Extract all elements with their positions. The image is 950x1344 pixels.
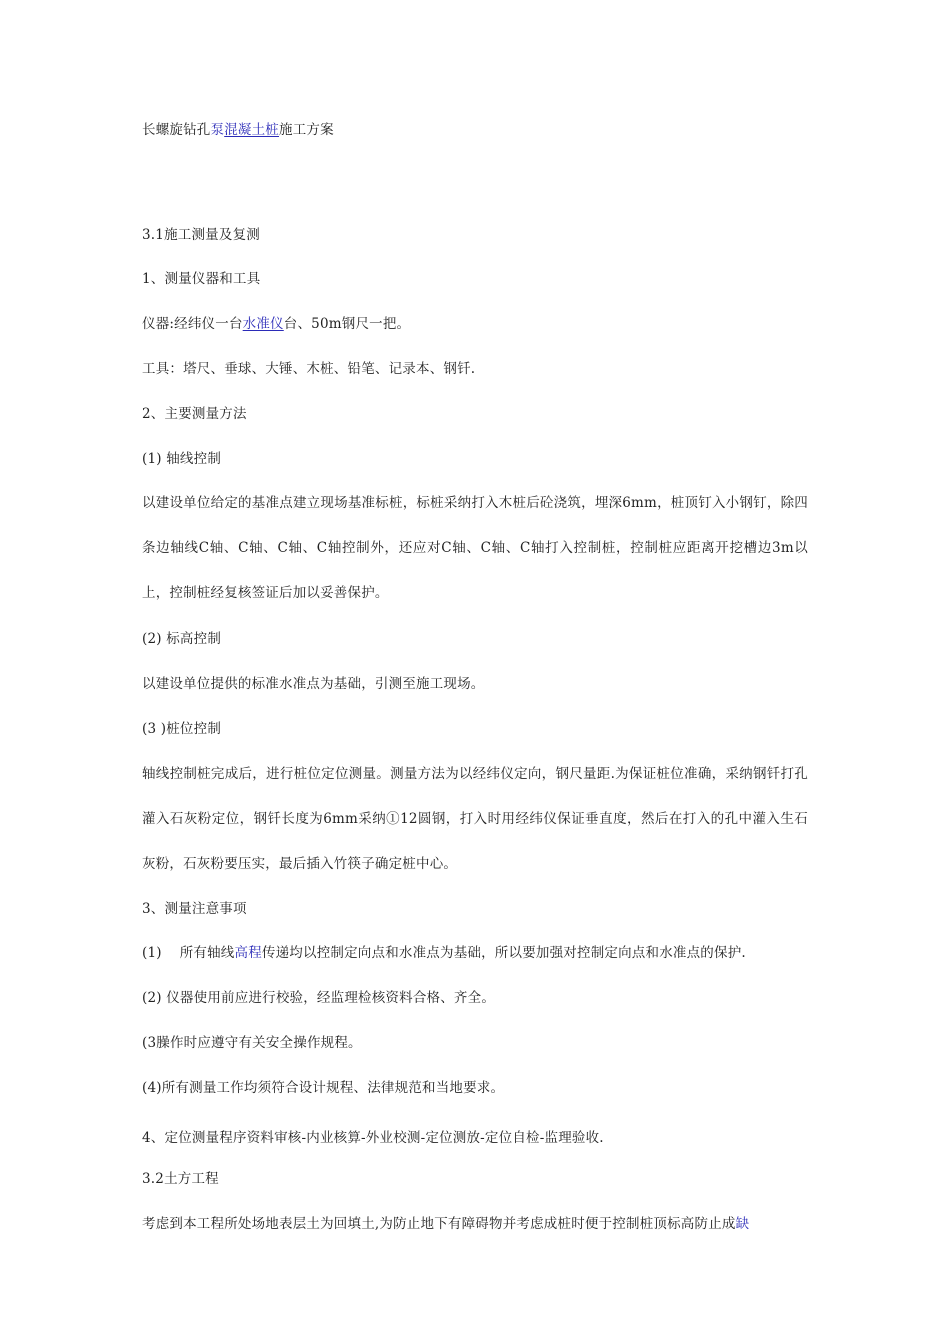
link-defect[interactable]: 缺 — [735, 1216, 750, 1232]
note-4: (4)所有测量工作均须符合设计规程、法律规范和当地要求。 — [142, 1080, 505, 1096]
document-title — [142, 120, 334, 140]
subheading-axis-control: (1) 轴线控制 — [142, 451, 222, 467]
note-1-text-pre: (1) 所有轴线 — [142, 945, 235, 961]
paragraph-earthwork — [142, 1214, 749, 1234]
instrument-text-pre: 仪器:经纬仪一台 — [142, 316, 243, 332]
instrument-line — [142, 314, 410, 334]
note-2: (2) 仪器使用前应进行校验，经监理检核资料合格、齐全。 — [142, 990, 496, 1006]
link-level-instrument[interactable]: 水准仪 — [242, 316, 284, 332]
tools-line: 工具：塔尺、垂球、大锤、木桩、铅笔、记录本、钢钎. — [142, 361, 476, 377]
instrument-text-post: 台、50m钢尺一把。 — [283, 316, 411, 332]
note-1 — [142, 943, 746, 963]
heading-instruments-tools: 1、测量仪器和工具 — [142, 271, 261, 287]
title-text-pre: 长螺旋钻孔 — [142, 122, 211, 138]
section-3-2-heading: 3.2土方工程 — [142, 1171, 219, 1187]
link-concrete-pile[interactable]: 混凝土桩 — [224, 122, 280, 138]
paragraph-elevation-control: 以建设单位提供的标准水准点为基础，引测至施工现场。 — [142, 676, 485, 692]
paragraph-pile-position-control: 轴线控制桩完成后，进行桩位定位测量。测量方法为以经纬仪定向，钢尺量距.为保证桩位准确，采纳钢钎打孔灌入石灰粉定位，钢钎长度为6mm采纳①12圆钢，打入时用经纬仪保证垂直度，然后在打入的孔中灌入生石灰粉，石灰粉要压实，最后插入竹筷子确定桩中心。 — [142, 766, 808, 872]
note-3: (3臊作时应遵守有关安全操作规程。 — [142, 1035, 362, 1051]
heading-measurement-methods: 2、主要测量方法 — [142, 406, 247, 422]
section-3-1-heading: 3.1施工测量及复测 — [142, 227, 260, 243]
link-elevation[interactable]: 高程 — [234, 945, 262, 961]
subheading-elevation-control: (2) 标高控制 — [142, 631, 222, 647]
heading-measurement-notes: 3、测量注意事项 — [142, 901, 247, 917]
link-pump[interactable]: 泵 — [210, 122, 225, 138]
note-1-text-post: 传递均以控制定向点和水准点为基础，所以要加强对控制定向点和水准点的保护. — [261, 945, 746, 961]
paragraph-axis-control: 以建设单位给定的基准点建立现场基准标桩，标桩采纳打入木桩后砼浇筑，埋深6mm，桩顶钉入小钢钉，除四条边轴线C轴、C轴、C轴、C轴控制外，还应对C轴、C轴、C轴打入控制桩，控制桩应距离开挖槽边3m以上，控制桩经复核签证后加以妥善保护。 — [142, 495, 808, 601]
title-text-post: 施工方案 — [279, 122, 334, 138]
heading-positioning-procedure: 4、定位测量程序资料审核-内业核算-外业校测-定位测放-定位自检-监理验收. — [142, 1130, 604, 1146]
earthwork-text: 考虑到本工程所处场地表层土为回填土,为防止地下有障碍物并考虑成桩时便于控制桩顶标高防止成 — [142, 1216, 736, 1232]
subheading-pile-position-control: (3 )桩位控制 — [142, 721, 222, 737]
